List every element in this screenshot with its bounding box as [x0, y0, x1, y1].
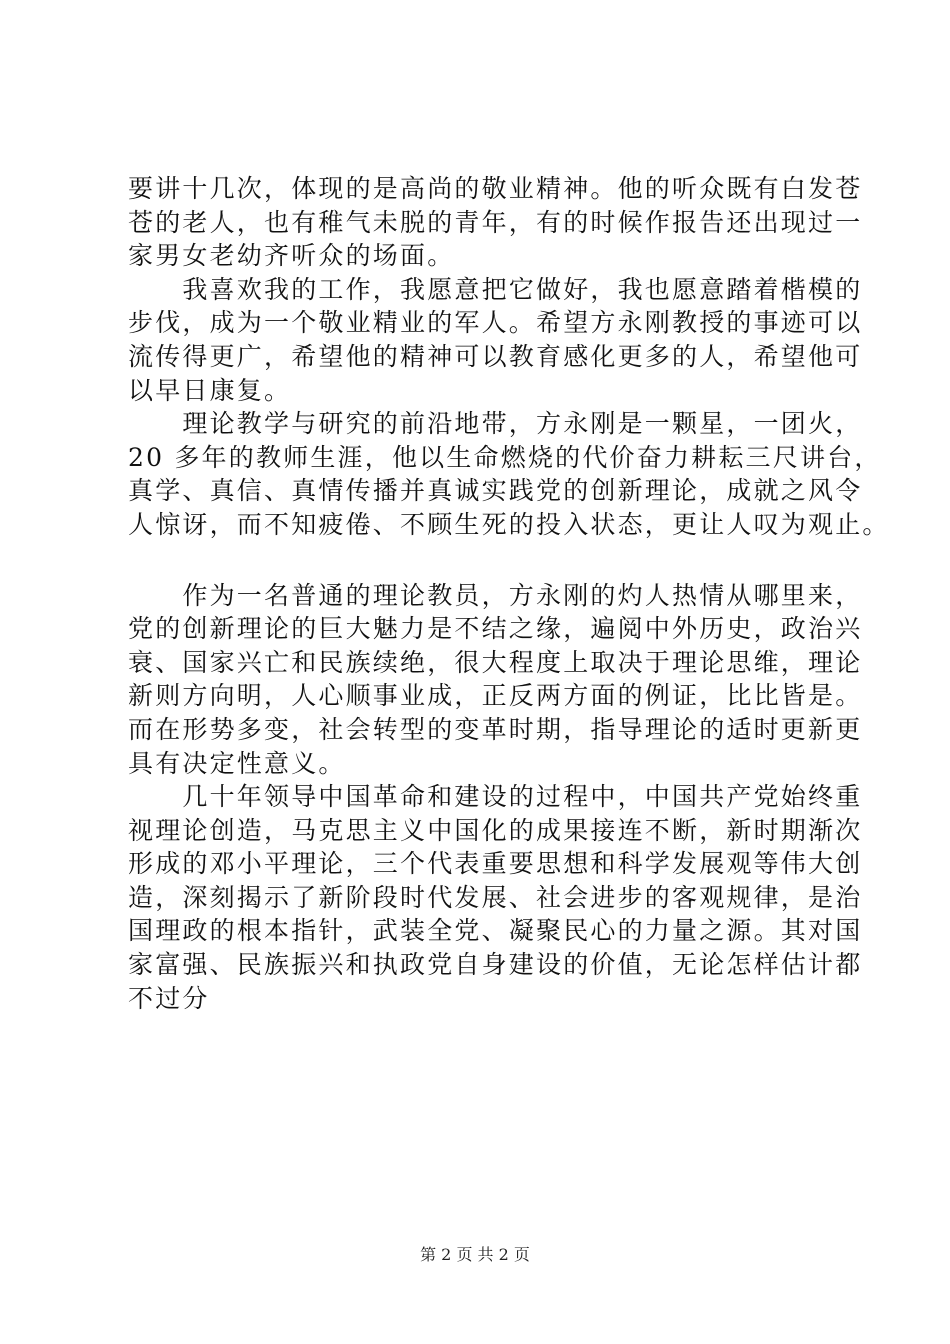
text-line: 国理政的根本指针，武装全党、凝聚民心的力量之源。其对国 — [128, 916, 863, 946]
text-line: 苍的老人，也有稚气未脱的青年，有的时候作报告还出现过一 — [128, 207, 863, 237]
text-line: 作为一名普通的理论教员，方永刚的灼人热情从哪里来， — [128, 580, 863, 610]
text-line: 新则方向明，人心顺事业成，正反两方面的例证，比比皆是。 — [128, 681, 863, 711]
document-body — [128, 172, 890, 1015]
text-line: 而在形势多变，社会转型的变革时期，指导理论的适时更新更 — [128, 714, 863, 744]
paragraph-5 — [128, 780, 863, 1015]
paragraph-spacer — [128, 542, 848, 579]
paragraph-3 — [128, 407, 890, 541]
text-line: 几十年领导中国革命和建设的过程中，中国共产党始终重 — [128, 782, 863, 812]
paragraph-2 — [128, 273, 863, 407]
text-line: 形成的邓小平理论，三个代表重要思想和科学发展观等伟大创 — [128, 849, 863, 879]
text-line: 不过分 — [128, 983, 210, 1013]
text-line: 家男女老幼齐听众的场面。 — [128, 241, 455, 271]
text-line: 家富强、民族振兴和执政党自身建设的价值，无论怎样估计都 — [128, 950, 863, 980]
text-line: 人惊讶，而不知疲倦、不顾生死的投入状态，更让人叹为观止。 — [128, 509, 890, 539]
page-number-label: 第 2 页 共 2 页 — [420, 1245, 530, 1264]
text-line: 真学、真信、真情传播并真诚实践党的创新理论，成就之风令 — [128, 476, 863, 506]
text-line: 要讲十几次，体现的是高尚的敬业精神。他的听众既有白发苍 — [128, 174, 863, 203]
text-line: 以早日康复。 — [128, 375, 292, 405]
text-line: 步伐，成为一个敬业精业的军人。希望方永刚教授的事迹可以 — [128, 308, 863, 338]
text-line: 我喜欢我的工作，我愿意把它做好，我也愿意踏着楷模的 — [128, 274, 863, 304]
text-line: 流传得更广，希望他的精神可以教育感化更多的人，希望他可 — [128, 341, 863, 371]
text-line: 20 多年的教师生涯，他以生命燃烧的代价奋力耕耘三尺讲台， — [128, 442, 882, 472]
text-line: 衰、国家兴亡和民族续绝，很大程度上取决于理论思维，理论 — [128, 647, 863, 677]
text-line: 党的创新理论的巨大魅力是不结之缘，遍阅中外历史，政治兴 — [128, 614, 863, 644]
text-line: 具有决定性意义。 — [128, 748, 346, 778]
page-footer — [0, 1245, 950, 1265]
paragraph-1 — [128, 172, 863, 273]
paragraph-4 — [128, 579, 863, 781]
text-line: 造，深刻揭示了新阶段时代发展、社会进步的客观规律，是治 — [128, 882, 863, 912]
text-line: 理论教学与研究的前沿地带，方永刚是一颗星，一团火， — [128, 409, 863, 439]
text-line: 视理论创造，马克思主义中国化的成果接连不断，新时期渐次 — [128, 815, 863, 845]
